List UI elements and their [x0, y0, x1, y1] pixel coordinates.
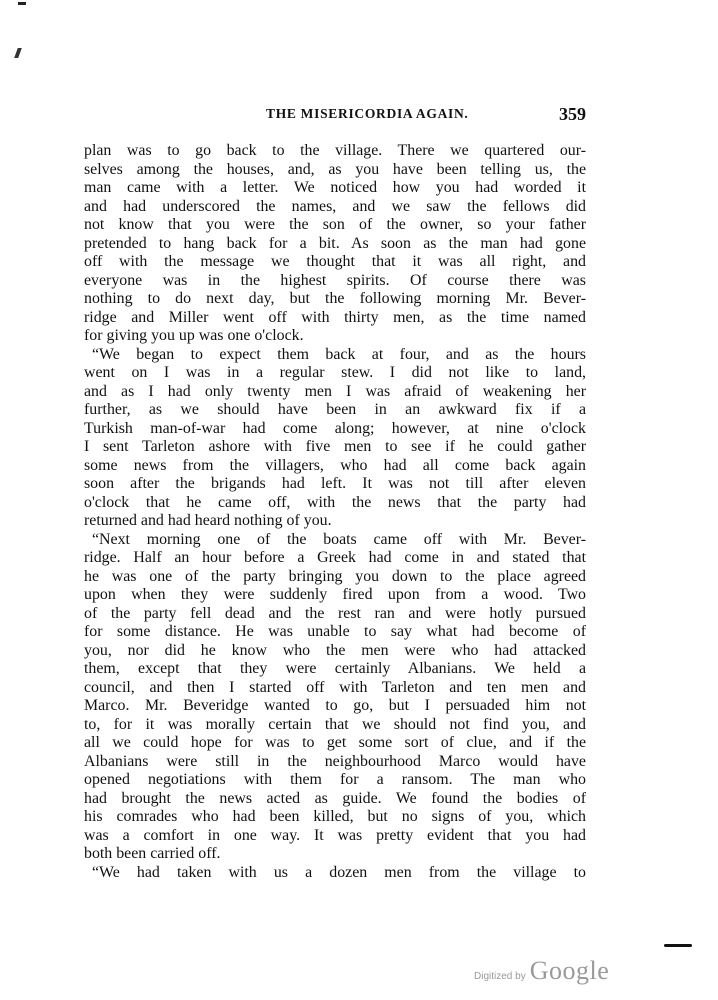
- text-line: and as I had only twenty men I was afraid of weakening her: [84, 382, 586, 400]
- text-line: soon after the brigands had left. It was not till after eleven: [84, 475, 586, 492]
- text-line: Turkish man-of-war had come along; however, at nine o'clock: [84, 419, 586, 437]
- text-line: was a comfort in one way. It was pretty evident that you had: [84, 826, 586, 844]
- text-line: ridge. Half an hour before a Greek had come in and stated that: [84, 549, 586, 566]
- text-line: nothing to do next day, but the following morning Mr. Bever-: [84, 290, 586, 307]
- text-line: everyone was in the highest spirits. Of course there was: [84, 271, 586, 289]
- text-line: he was one of the party bringing you down to the place agreed: [84, 567, 586, 585]
- text-line: selves among the houses, and, as you have been telling us, the: [84, 160, 586, 178]
- text-line: upon when they were suddenly fired upon from a wood. Two: [84, 586, 586, 603]
- text-line: them, except that they were certainly Albanians. We held a: [84, 660, 586, 677]
- text-line: Albanians were still in the neighbourhood Marco would have: [84, 752, 586, 770]
- watermark-prefix: Digitized by: [474, 971, 526, 982]
- page-header: [86, 104, 586, 126]
- text-line: man came with a letter. We noticed how you had worded it: [84, 179, 586, 196]
- text-line: some news from the villagers, who had all come back again: [84, 456, 586, 474]
- text-line: you, nor did he know who the men were who had attacked: [84, 641, 586, 659]
- text-line: for giving you up was one o'clock.: [84, 327, 304, 344]
- text-line: both been carried off.: [84, 845, 221, 862]
- text-line: not know that you were the son of the owner, so your father: [84, 216, 586, 233]
- text-line: “We began to expect them back at four, and as the hours: [92, 345, 586, 363]
- scan-mark-bottom: [664, 944, 692, 947]
- running-title: THE MISERICORDIA AGAIN.: [266, 106, 469, 121]
- text-line: further, as we should have been in an awkward fix if a: [84, 401, 586, 418]
- text-line: returned and had heard nothing of you.: [84, 512, 332, 529]
- text-line: went on I was in a regular stew. I did not like to land,: [84, 364, 586, 381]
- text-line: Marco. Mr. Beveridge wanted to go, but I persuaded him not: [84, 697, 586, 714]
- scan-mark: [18, 2, 26, 5]
- text-line: “Next morning one of the boats came off with Mr. Bever-: [92, 530, 586, 548]
- text-line: to, for it was morally certain that we should not find you, and: [84, 715, 586, 733]
- text-line: all we could hope for was to get some sort of clue, and if the: [84, 734, 586, 751]
- text-line: and had underscored the names, and we saw the fellows did: [84, 197, 586, 215]
- text-line: for some distance. He was unable to say what had become of: [84, 623, 586, 640]
- text-line: his comrades who had been killed, but no signs of you, which: [84, 808, 586, 825]
- margin-mark: [14, 48, 22, 58]
- body-text: [84, 142, 586, 882]
- text-line: I sent Tarleton ashore with five men to see if he could gather: [84, 438, 586, 455]
- text-line: plan was to go back to the village. There we quartered our-: [84, 142, 586, 159]
- page-number: 359: [559, 104, 586, 124]
- text-line: opened negotiations with them for a ransom. The man who: [84, 771, 586, 788]
- text-line: pretended to hang back for a bit. As soon as the man had gone: [84, 234, 586, 252]
- text-line: council, and then I started off with Tarleton and ten men and: [84, 678, 586, 696]
- text-line: ridge and Miller went off with thirty men, as the time named: [84, 308, 586, 326]
- text-line: off with the message we thought that it was all right, and: [84, 253, 586, 270]
- text-line: o'clock that he came off, with the news that the party had: [84, 493, 586, 511]
- watermark-logo: Google: [529, 956, 610, 985]
- text-line: had brought the news acted as guide. We found the bodies of: [84, 789, 586, 807]
- digitized-watermark: [474, 956, 609, 986]
- text-line: of the party fell dead and the rest ran and were hotly pursued: [84, 604, 586, 622]
- text-line: “We had taken with us a dozen men from the village to: [92, 863, 586, 881]
